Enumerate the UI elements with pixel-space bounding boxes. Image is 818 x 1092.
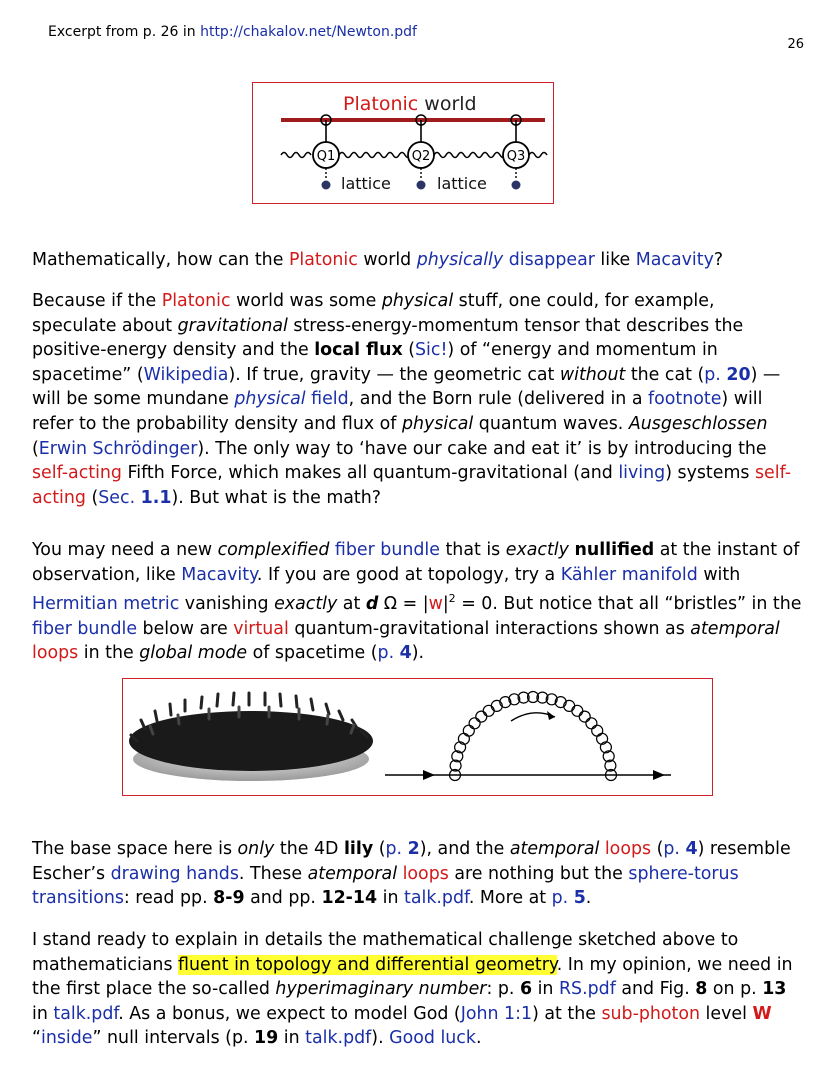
- sub-photon-term: sub-photon: [601, 1003, 701, 1024]
- self-acting-term: self-acting: [32, 463, 122, 484]
- node-q1-label: Q1: [316, 149, 336, 164]
- header-prefix: Excerpt from p. 26 in: [48, 24, 201, 40]
- lattice-label-2: lattice: [437, 174, 487, 193]
- platonic-term: Platonic: [288, 250, 358, 270]
- lattice-dot-2: [417, 181, 426, 190]
- node-q3-label: Q3: [506, 149, 526, 164]
- physically-disappear-link[interactable]: physically disappear: [416, 250, 595, 270]
- page-header: [48, 24, 417, 40]
- loop-coil: [483, 705, 494, 716]
- p2-link[interactable]: p. 2: [385, 839, 420, 859]
- p4-link[interactable]: p. 4: [663, 839, 698, 859]
- lattice-dot-3: [512, 181, 521, 190]
- p4-link[interactable]: p. 4: [377, 643, 412, 664]
- macavity-link[interactable]: Macavity: [181, 564, 257, 585]
- node-q2-label: Q2: [411, 149, 431, 164]
- drawing-hands-link[interactable]: drawing hands: [110, 863, 239, 884]
- loop-coil: [463, 725, 474, 736]
- figure-title-platonic: Platonic: [343, 93, 419, 115]
- schrodinger-link[interactable]: Erwin Schrödinger: [38, 438, 198, 459]
- kahler-manifold-link[interactable]: Kähler manifold: [560, 564, 698, 585]
- talk-pdf-link[interactable]: talk.pdf: [305, 1028, 372, 1049]
- sec-1-1-link[interactable]: Sec. 1.1: [98, 487, 172, 508]
- arrow-left: [423, 770, 435, 780]
- page-number: 26: [787, 37, 804, 52]
- w-term: W: [752, 1003, 772, 1024]
- atemporal-loop: [450, 692, 617, 781]
- inside-link[interactable]: inside: [41, 1028, 93, 1049]
- loop-coil: [572, 705, 583, 716]
- rs-pdf-link[interactable]: RS.pdf: [558, 979, 616, 1000]
- wikipedia-link[interactable]: Wikipedia: [143, 364, 229, 385]
- arrow-right: [653, 770, 665, 780]
- paragraph-4: The base space here is only the 4D lily (p. 2), and the atemporal loops (p. 4) resemble Escher’s drawing hands. These atemporal loops are nothing but the sphere-torus transitions: read pp. 8-9 and pp. 12-14 in talk.pdf. More at p. 5.: [32, 839, 791, 909]
- paragraph-1: Mathematically, how can the Platonic world physically disappear like Macavity?: [32, 250, 724, 270]
- paragraph-5: I stand ready to explain in details the mathematical challenge sketched above to mathematicians fluent in topology and differential geometry. In my opinion, we need in the first place the so-called hyperimaginary number: p. 6 in RS.pdf and Fig. 8 on p. 13 in talk.pdf. As a bonus, we expect to model God (John 1:1) at the sub-photon level W “inside” null intervals (p. 19 in talk.pdf). Good luck.: [32, 930, 793, 1049]
- footnote-link[interactable]: footnote: [648, 389, 722, 410]
- figure-title-world: world: [418, 93, 477, 115]
- wave-middle-2: [434, 153, 506, 158]
- loop-coil: [579, 711, 590, 722]
- platonic-world-diagram: [253, 83, 552, 202]
- lattice-label-1: lattice: [341, 174, 391, 193]
- p5-link[interactable]: p. 5: [551, 888, 586, 909]
- paragraph-3: You may need a new complexified fiber bundle that is exactly nullified at the instant of observation, like Macavity. If you are good at topology, try a Kähler manifold with Hermitian metric vanishing exactly at d $\Omega = |w|^2 = 0$. But notice that all “bristles” in the fiber bundle below are virtual quantum-gravitational interactions shown as atemporal loops in the global mode of spacetime (p. 4).: [32, 540, 802, 664]
- loops-term: loops: [32, 643, 79, 664]
- macavity-link[interactable]: Macavity: [635, 250, 714, 270]
- header-url-link[interactable]: http://chakalov.net/Newton.pdf: [200, 24, 417, 40]
- lattice-dot-1: [322, 181, 331, 190]
- paragraph-2: Because if the Platonic world was some physical stuff, one could, for example, speculate about gravitational stress-energy-momentum tensor that describes the positive-energy density and the local flux (Sic!) of “energy and momentum in spacetime” (Wikipedia). If true, gravity — the geometric cat without the cat (p. 20) — will be some mundane physical field, and the Born rule (delivered in a footnote) will refer to the probability density and flux of physical quantum waves. Ausgeschlossen (Erwin Schrödinger). The only way to ‘have our cake and eat it’ is by introducing the self-acting Fifth Force, which makes all quantum-gravitational (and living) systems self-acting (Sec. 1.1). But what is the math?: [32, 291, 792, 508]
- loop-coil: [476, 711, 487, 722]
- virtual-term: virtual: [233, 618, 289, 639]
- wave-right: [529, 153, 547, 158]
- wave-middle-1: [339, 153, 411, 158]
- self-acting-term: self-acting: [32, 463, 792, 508]
- sphere-torus-link[interactable]: sphere-torus transitions: [32, 863, 739, 909]
- platonic-world-figure: [252, 82, 554, 204]
- physical-field-link[interactable]: physical field: [234, 389, 349, 410]
- living-link[interactable]: living: [618, 463, 666, 484]
- platonic-term: Platonic: [161, 291, 231, 311]
- loop-coil: [592, 725, 603, 736]
- wave-left: [281, 153, 311, 158]
- talk-pdf-link[interactable]: talk.pdf: [404, 888, 469, 909]
- brush-bristles: [129, 693, 373, 771]
- loop-coil: [586, 718, 597, 729]
- loops-term: loops: [402, 863, 449, 884]
- talk-pdf-link[interactable]: talk.pdf: [53, 1003, 119, 1024]
- hermitian-metric-link[interactable]: Hermitian metric: [32, 593, 180, 614]
- p20-link[interactable]: p. 20: [704, 364, 751, 385]
- loops-term: loops: [604, 839, 652, 859]
- fiber-bundle-link[interactable]: fiber bundle: [329, 540, 440, 560]
- fiber-bundle-link[interactable]: fiber bundle: [32, 618, 138, 639]
- john-1-1-link[interactable]: John 1:1: [460, 1003, 533, 1024]
- highlighted-text: fluent in topology and differential geometry: [178, 954, 557, 975]
- good-luck-link[interactable]: Good luck: [389, 1028, 476, 1049]
- sic-link[interactable]: Sic!: [415, 340, 448, 361]
- bristles-diagram: [123, 679, 711, 794]
- figure-title: [343, 93, 477, 115]
- loop-coil: [469, 718, 480, 729]
- bristles-figure: [122, 678, 713, 796]
